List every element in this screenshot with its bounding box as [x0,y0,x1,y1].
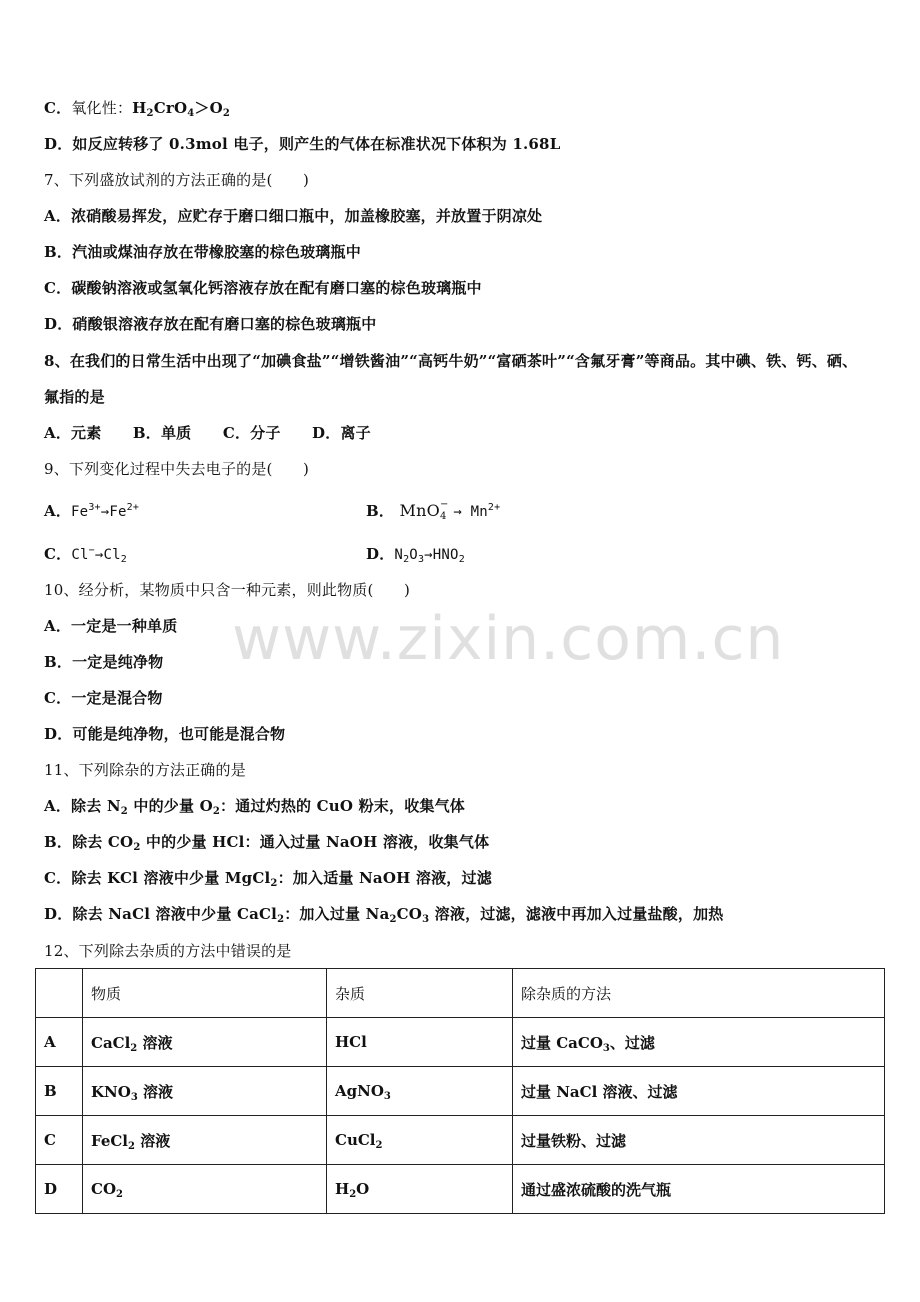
prev-option-c: C．氧化性：$H_2CrO_4>O_2$ [44,99,231,119]
table-row [36,1165,885,1214]
row-label: B [36,1067,83,1116]
header-cell: 物质 [83,969,327,1018]
q12-stem: 12、下列除去杂质的方法中错误的是 [44,942,292,960]
q8-options: A．元素 B．单质 C．分子 D．离子 [44,424,371,442]
q8-stem-line1: 8、在我们的日常生活中出现了“加碘食盐”“增铁酱油”“高钙牛奶”“富硒茶叶”“含氟牙膏”等商品。其中碘、铁、钙、硒、 [44,352,858,370]
table-cell: $CO_2$ [83,1165,327,1214]
q10-option-a: A．一定是一种单质 [44,617,178,635]
table-cell: 过量铁粉、过滤 [513,1116,885,1165]
table-cell: HCl [327,1018,513,1067]
table-cell: FeCl$_2$ 溶液 [83,1116,327,1165]
q11-option-a: A．除去 $N_2$ 中的少量 $O_2$：通过灼热的 CuO 粉末，收集气体 [44,797,466,817]
q10-option-b: B．一定是纯净物 [44,653,164,671]
table-cell: $H_2O$ [327,1165,513,1214]
q10-option-d: D．可能是纯净物，也可能是混合物 [44,725,286,743]
q9-option-a: A．$Fe^{3+}\to Fe^{2+}$ [44,502,140,520]
header-cell: 除杂质的方法 [513,969,885,1018]
q7-option-c: C．碳酸钠溶液或氢氧化钙溶液存放在配有磨口塞的棕色玻璃瓶中 [44,279,482,297]
table-row [36,1067,885,1116]
q7-option-d: D．硝酸银溶液存放在配有磨口塞的棕色玻璃瓶中 [44,315,377,333]
q11-stem: 11、下列除杂的方法正确的是 [44,761,246,779]
row-label: A [36,1018,83,1067]
table-cell: 过量 NaCl 溶液、过滤 [513,1067,885,1116]
table-header-row [36,969,885,1018]
prev-option-d: D．如反应转移了 0.3mol 电子，则产生的气体在标准状况下体积为 1.68L [44,135,561,153]
q7-stem: 7、下列盛放试剂的方法正确的是( ) [44,171,310,189]
q7-option-b: B．汽油或煤油存放在带橡胶塞的棕色玻璃瓶中 [44,243,361,261]
table-cell: 通过盛浓硫酸的洗气瓶 [513,1165,885,1214]
table-row [36,1018,885,1067]
table-cell: CaCl$_2$ 溶液 [83,1018,327,1067]
q12-table [35,968,885,1214]
q10-stem: 10、经分析，某物质中只含一种元素，则此物质( ) [44,581,410,599]
header-cell [36,969,83,1018]
q11-option-c: C．除去 KCl 溶液中少量 MgCl$_2$：加入适量 NaOH 溶液，过滤 [44,869,492,889]
q11-option-d: D．除去 NaCl 溶液中少量 CaCl$_2$：加入过量 $Na_2CO_3$ 溶液，过滤，滤液中再加入过量盐酸，加热 [44,905,724,925]
row-label: D [36,1165,83,1214]
row-label: C [36,1116,83,1165]
header-cell: 杂质 [327,969,513,1018]
q9-option-d: D．$N_2O_3\to HNO_2$ [366,545,465,565]
q7-option-a: A．浓硝酸易挥发，应贮存于磨口细口瓶中，加盖橡胶塞，并放置于阴凉处 [44,207,543,225]
q10-option-c: C．一定是混合物 [44,689,163,707]
q9-stem: 9、下列变化过程中失去电子的是( ) [44,460,310,478]
table-cell: 过量 CaCO$_3$、过滤 [513,1018,885,1067]
q9-option-c: C．$Cl^-\to Cl_2$ [44,545,127,565]
table-cell: CuCl$_2$ [327,1116,513,1165]
q8-stem-line2: 氟指的是 [44,388,105,406]
watermark: www.zixin.com.cn [232,604,785,674]
q9-option-b: B． MnO − 4 → $Mn^{2+}$ [366,498,501,522]
table-cell: AgNO$_3$ [327,1067,513,1116]
q11-option-b: B．除去 $CO_2$ 中的少量 HCl：通入过量 NaOH 溶液，收集气体 [44,833,490,853]
table-row [36,1116,885,1165]
table-cell: $KNO_3$ 溶液 [83,1067,327,1116]
